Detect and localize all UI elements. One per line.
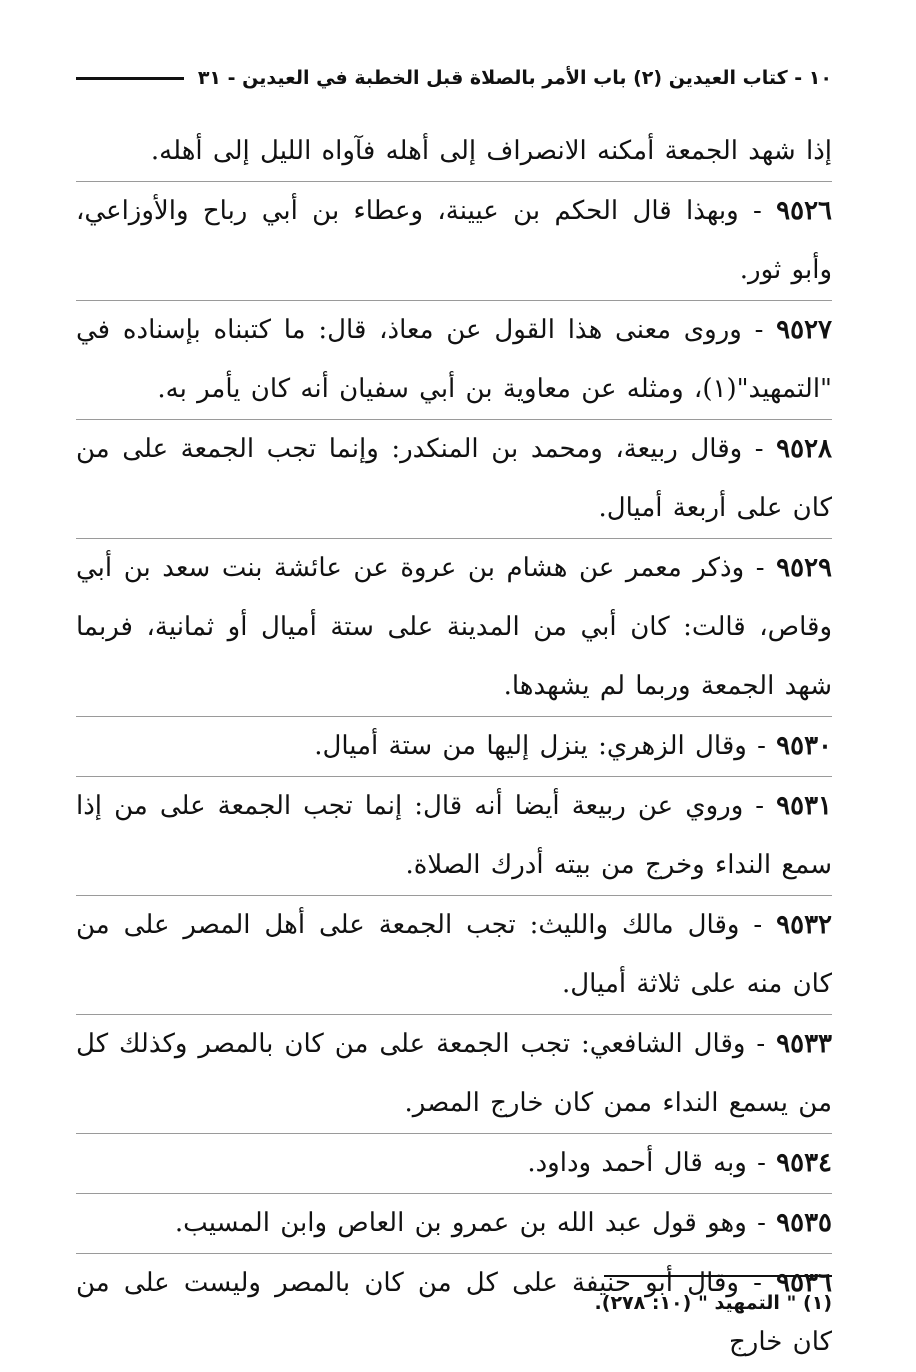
paragraph-9528: [76, 420, 832, 539]
paragraph-9526: [76, 182, 832, 301]
running-header: [76, 58, 832, 98]
paragraph-number: ٩٥٣٦: [776, 1268, 832, 1298]
paragraph-text: - وبه قال أحمد وداود.: [527, 1148, 777, 1178]
paragraph-number: ٩٥٢٦: [776, 196, 832, 226]
running-title: ١٠ - كتاب العيدين (٢) باب الأمر بالصلاة قبل الخطبة في العيدين - ٣١: [197, 67, 832, 89]
paragraph-number: ٩٥٢٨: [776, 434, 832, 464]
paragraph-number: ٩٥٣٥: [776, 1208, 832, 1238]
footnote-text: (١) " التمهيد " (١٠: ٢٧٨).: [594, 1292, 832, 1314]
paragraph-text: - وقال مالك والليث: تجب الجمعة على أهل المصر على من كان منه على ثلاثة أميال.: [76, 910, 832, 999]
paragraph-9534: [76, 1134, 832, 1194]
paragraph-9527: [76, 301, 832, 420]
paragraph-number: ٩٥٢٧: [776, 315, 832, 345]
paragraph-text: - وروي عن ربيعة أيضا أنه قال: إنما تجب الجمعة على من إذا سمع النداء وخرج من بيته أدرك الصلاة.: [76, 791, 832, 880]
paragraph-text: - وقال الزهري: ينزل إليها من ستة أميال.: [314, 731, 777, 761]
paragraph-continuation: [76, 122, 832, 182]
paragraph-number: ٩٥٣٢: [776, 910, 832, 940]
body-text: [76, 122, 832, 1372]
paragraph-text: - وقال أبو حنيفة على كل من كان بالمصر وليست على من كان خارج: [76, 1268, 832, 1357]
paragraph-9532: [76, 896, 832, 1015]
paragraph-text: - وذكر معمر عن هشام بن عروة عن عائشة بنت سعد بن أبي وقاص، قالت: كان أبي من المدينة على ستة أميال أو ثمانية، فربما شهد الجمعة وربما لم يشهدها.: [76, 553, 832, 701]
paragraph-9529: [76, 539, 832, 717]
paragraph-9530: [76, 717, 832, 777]
paragraph-text: - وقال الشافعي: تجب الجمعة على من كان بالمصر وكذلك كل من يسمع النداء ممن كان خارج المصر.: [76, 1029, 832, 1118]
paragraph-number: ٩٥٣٠: [776, 731, 832, 761]
paragraph-text: - وروى معنى هذا القول عن معاذ، قال: ما كتبناه بإسناده في "التمهيد"(١)، ومثله عن معاوية بن أبي سفيان أنه كان يأمر به.: [76, 315, 832, 404]
paragraph-9531: [76, 777, 832, 896]
paragraph-number: ٩٥٢٩: [776, 553, 832, 583]
paragraph-9535: [76, 1194, 832, 1254]
footnote-rule: [604, 1275, 832, 1277]
paragraph-number: ٩٥٣٣: [776, 1029, 832, 1059]
paragraph-text: - وهو قول عبد الله بن عمرو بن العاص وابن المسيب.: [174, 1208, 777, 1238]
paragraph-number: ٩٥٣١: [776, 791, 832, 821]
paragraph-text: - وبهذا قال الحكم بن عيينة، وعطاء بن أبي رباح والأوزاعي، وأبو ثور.: [76, 196, 832, 285]
paragraph-text: إذا شهد الجمعة أمكنه الانصراف إلى أهله فآواه الليل إلى أهله.: [150, 136, 832, 166]
footnote: [76, 1286, 832, 1320]
paragraph-9533: [76, 1015, 832, 1134]
paragraph-number: ٩٥٣٤: [776, 1148, 832, 1178]
paragraph-text: - وقال ربيعة، ومحمد بن المنكدر: وإنما تجب الجمعة على من كان على أربعة أميال.: [76, 434, 832, 523]
header-rule: [76, 77, 184, 80]
